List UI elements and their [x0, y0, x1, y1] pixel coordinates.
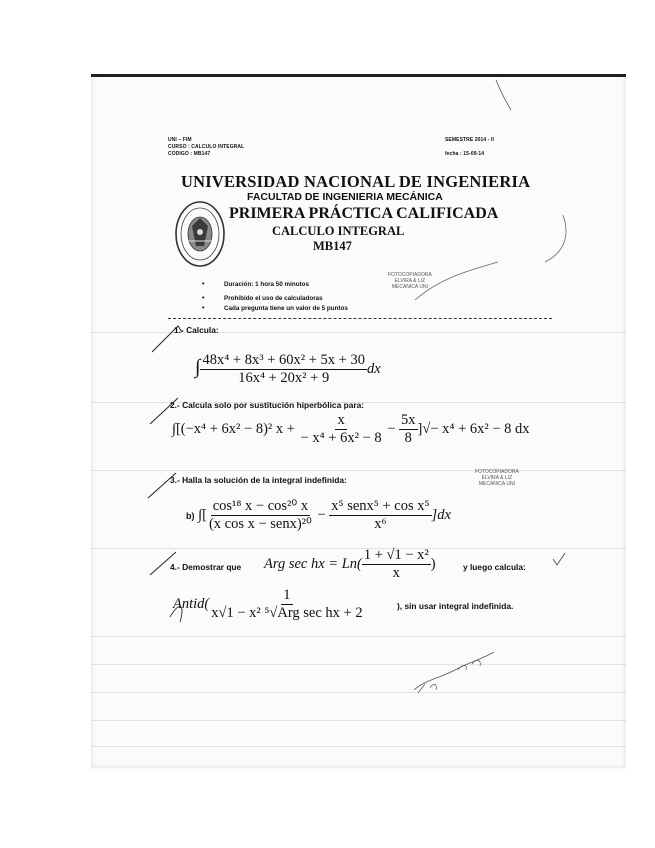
- numerator: 1: [283, 587, 291, 603]
- header-code: CODIGO : MB147: [168, 151, 211, 157]
- photocopy-stamp: [475, 469, 519, 487]
- university-title: UNIVERSIDAD NACIONAL DE INGENIERIA: [181, 172, 531, 191]
- fraction: [209, 587, 364, 622]
- question-2-expression: [172, 412, 530, 447]
- numerator: x: [337, 412, 345, 428]
- ruled-line: [91, 664, 626, 665]
- fraction: [207, 498, 314, 533]
- ruled-line: [91, 746, 626, 747]
- numerator: cos¹⁸ x − cos²⁰ x: [212, 498, 309, 514]
- expression-end: ]√− x⁴ + 6x² − 8 dx: [417, 420, 530, 437]
- integral-sign: ∫: [195, 355, 201, 378]
- denominator: − x⁴ + 6x² − 8: [300, 430, 382, 446]
- ruled-line: [91, 636, 626, 637]
- stamp-line: FOTOCOPIADORA: [388, 272, 432, 278]
- expression-start: Antid(: [173, 595, 210, 612]
- expression-lhs: Arg sec hx = Ln(: [264, 555, 362, 572]
- header-date: fecha : 15-09-14: [445, 151, 485, 157]
- stamp-line: MECANICA UNI: [478, 481, 515, 487]
- fraction: [362, 547, 431, 582]
- fraction: [200, 352, 366, 387]
- header-semester: SEMESTRE 2014 - II: [445, 137, 495, 143]
- question-4-label: 4.- Demostrar que: [170, 562, 242, 572]
- denominator: x√1 − x² ⁵√Arg sec hx + 2: [211, 605, 363, 621]
- fraction: [399, 412, 418, 447]
- ruled-line: [91, 470, 626, 471]
- stamp-line: MECANICA UNI: [391, 284, 428, 290]
- faculty-title: FACULTAD DE INGENIERIA MECÁNICA: [247, 191, 443, 203]
- instruction-calculators: • Prohibido el uso de calculadoras: [224, 295, 323, 302]
- expression-start: ∫[(−x⁴ + 6x² − 8)² x +: [172, 420, 295, 437]
- closing-paren: ): [430, 555, 436, 572]
- differential: dx: [366, 360, 381, 377]
- numerator: 48x⁴ + 8x³ + 60x² + 5x + 30: [202, 352, 365, 368]
- denominator: 8: [404, 430, 412, 446]
- denominator: x: [392, 565, 400, 581]
- differential: ]dx: [431, 506, 451, 523]
- question-1-expression: [195, 352, 381, 387]
- ruled-line: [91, 720, 626, 721]
- denominator: (x cos x − senx)²⁰: [208, 516, 312, 532]
- exam-title: PRIMERA PRÁCTICA CALIFICADA: [229, 205, 499, 222]
- photocopy-stamp: [388, 272, 432, 290]
- instruction-points: • Cada pregunta tiene un valor de 5 puntos: [224, 305, 348, 312]
- stamp-line: ELVIRA & LIZ: [481, 475, 513, 481]
- header-course: CURSO : CALCULO INTEGRAL: [168, 144, 245, 150]
- ruled-line: [91, 692, 626, 693]
- question-2-label: 2.- Calcula solo por sustitución hiperbólica para:: [170, 400, 365, 410]
- question-4-expression: [264, 547, 436, 582]
- denominator: 16x⁴ + 20x² + 9: [238, 370, 330, 386]
- numerator: 5x: [401, 412, 416, 428]
- stamp-line: ELVIRA & LIZ: [394, 278, 426, 284]
- instruction-duration: • Duración: 1 hora 50 minutos: [224, 281, 309, 288]
- antiderivative-tail: ), sin usar integral indefinida.: [397, 601, 514, 611]
- course-code: MB147: [313, 239, 352, 253]
- ruled-line: [91, 332, 626, 333]
- integral-bracket: ∫[: [198, 506, 207, 523]
- question-3-expression: [186, 498, 451, 533]
- course-title: CALCULO INTEGRAL: [272, 224, 405, 238]
- numerator: 1 + √1 − x²: [363, 547, 429, 563]
- question-3-label: 3.- Halla la solución de la integral indefinida:: [170, 475, 347, 485]
- item-letter: b): [186, 510, 195, 521]
- antiderivative-expression: [173, 587, 365, 622]
- header-institution: UNI – FIM: [168, 137, 192, 143]
- numerator: x⁵ senx⁵ + cos x⁵: [331, 498, 430, 514]
- denominator: x⁶: [374, 516, 387, 532]
- question-1-label: 1.- Calcula:: [174, 325, 219, 335]
- minus-sign: −: [387, 420, 396, 437]
- stamp-line: FOTOCOPIADORA: [475, 469, 519, 475]
- minus-sign: −: [317, 506, 326, 523]
- fraction: [329, 498, 431, 533]
- fraction: [299, 412, 384, 447]
- question-4-tail: y luego calcula:: [463, 562, 526, 572]
- separator-line: [168, 318, 552, 319]
